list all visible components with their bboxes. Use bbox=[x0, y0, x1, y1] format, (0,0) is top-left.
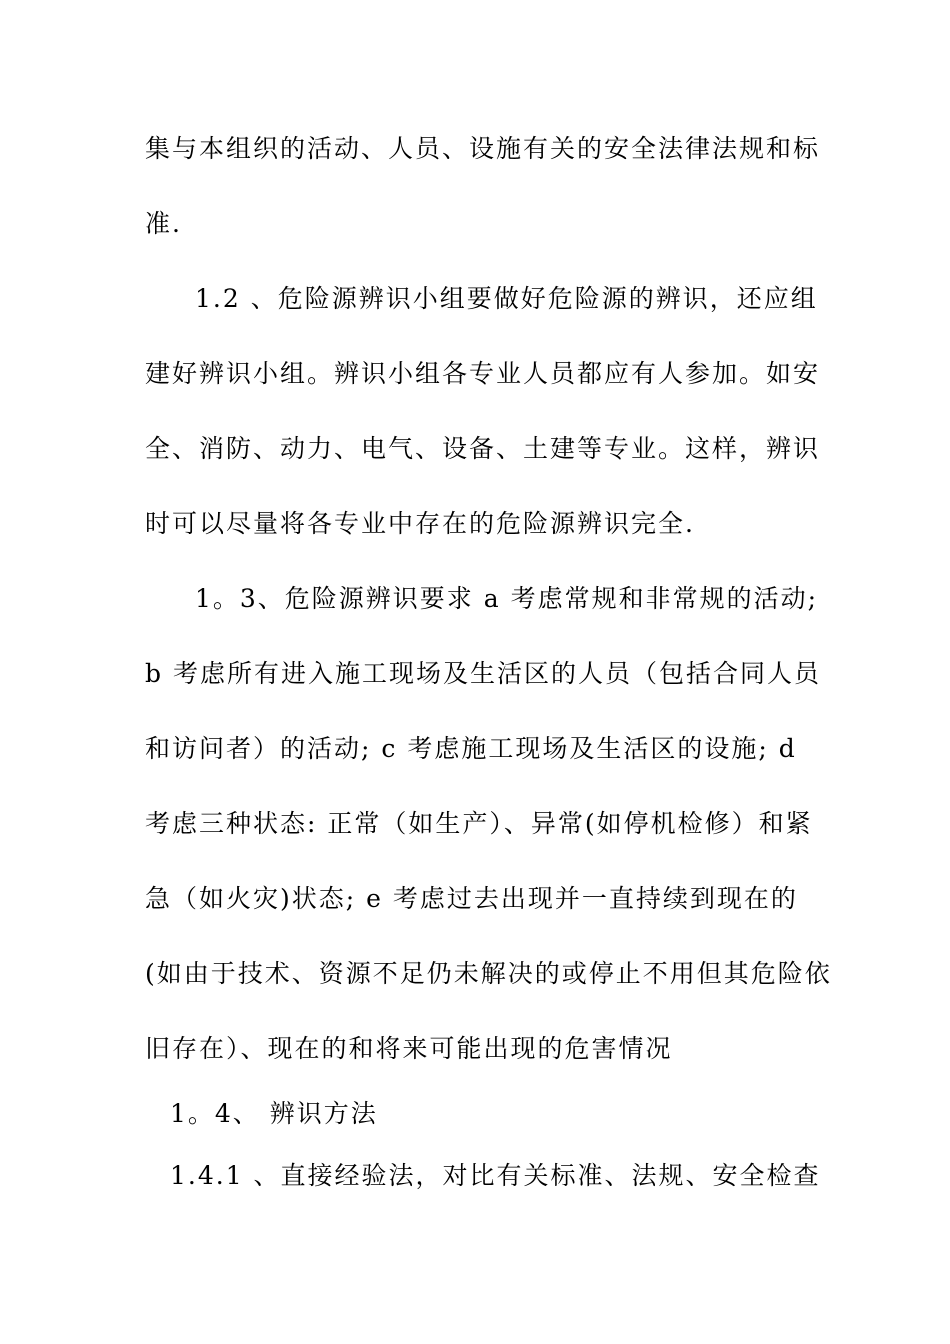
text-line: 1.2 、危险源辨识小组要做好危险源的辨识，还应组 bbox=[195, 284, 818, 313]
text-line: 考虑三种状态: 正常（如生产）、异常(如停机检修）和紧 bbox=[145, 809, 813, 838]
text-line: 1。3、危险源辨识要求 a 考虑常规和非常规的活动; bbox=[195, 584, 819, 613]
text-line: 急（如火灾)状态; e 考虑过去出现并一直持续到现在的 bbox=[145, 884, 798, 913]
text-line: 建好辨识小组。辨识小组各专业人员都应有人参加。如安 bbox=[145, 359, 821, 388]
text-line: 1。4、 辨识方法 bbox=[170, 1099, 378, 1128]
text-line: (如由于技术、资源不足仍未解决的或停止不用但其危险依 bbox=[145, 959, 832, 988]
text-line: 全、消防、动力、电气、设备、土建等专业。这样，辨识 bbox=[145, 434, 821, 463]
text-line: 时可以尽量将各专业中存在的危险源辨识完全. bbox=[145, 509, 695, 538]
text-line: b 考虑所有进入施工现场及生活区的人员（包括合同人员 bbox=[145, 659, 821, 688]
text-line: 集与本组织的活动、人员、设施有关的安全法律法规和标 bbox=[145, 134, 821, 163]
text-line: 旧存在）、现在的和将来可能出现的危害情况 bbox=[145, 1034, 673, 1063]
text-line: 准. bbox=[145, 209, 182, 238]
text-line: 和访问者）的活动; c 考虑施工现场及生活区的设施; d bbox=[145, 734, 797, 763]
text-line: 1.4.1 、直接经验法，对比有关标准、法规、安全检查 bbox=[170, 1161, 821, 1190]
